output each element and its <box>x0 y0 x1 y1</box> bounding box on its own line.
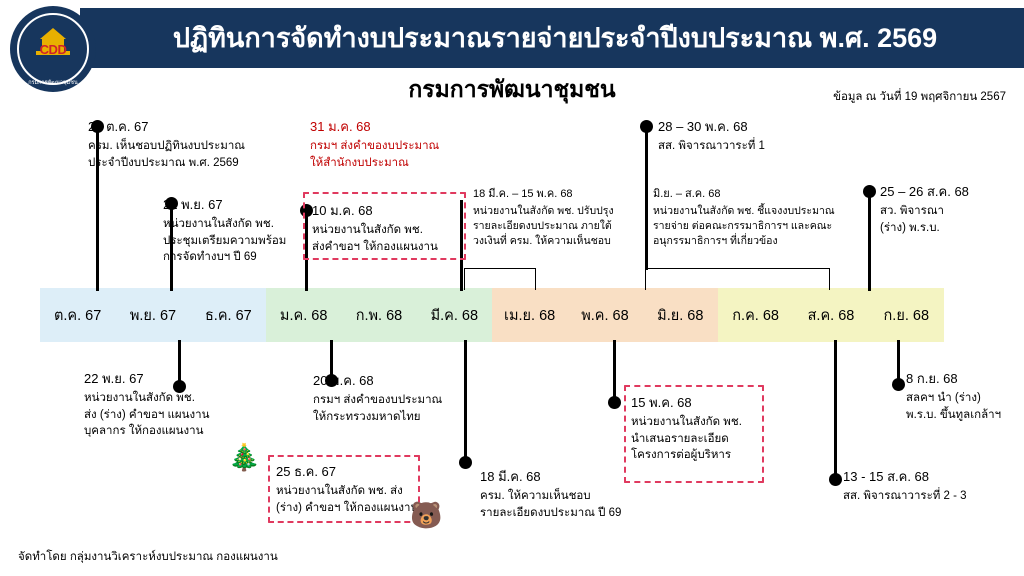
event-line: วงเงินที่ ครม. ให้ความเห็นชอบ <box>473 235 611 248</box>
event-note-jan-20 <box>313 372 442 425</box>
bear-icon: 🐻 <box>410 500 443 530</box>
page-title: ปฏิทินการจัดทำงบประมาณรายจ่ายประจำปีงบประมาณ พ.ศ. 2569 <box>172 23 938 53</box>
event-date: 18 มี.ค. – 15 พ.ค. 68 <box>473 188 573 200</box>
bracket-jun-aug <box>645 268 830 290</box>
event-date: 10 ม.ค. 68 <box>312 203 373 218</box>
leader-line <box>613 340 616 402</box>
event-date: 15 พ.ค. 68 <box>631 395 692 410</box>
month-cell: ธ.ค. 67 <box>191 288 266 342</box>
event-line: บุคลากร ให้กองแผนงาน <box>84 425 204 438</box>
event-line: หน่วยงานในสังกัด พช. <box>163 217 274 230</box>
event-line: หน่วยงานในสังกัด พช. <box>631 415 742 428</box>
event-note-jun-aug <box>653 187 835 250</box>
event-date: 22 พ.ย. 67 <box>84 371 144 386</box>
event-line: หน่วยงานในสังกัด พช. <box>84 391 195 404</box>
event-date: 28 – 30 พ.ค. 68 <box>658 119 748 134</box>
event-line: (ร่าง) พ.ร.บ. <box>880 221 940 234</box>
event-line: อนุกรรมาธิการฯ ที่เกี่ยวข้อง <box>653 235 778 248</box>
month-cell: ก.พ. 68 <box>341 288 416 342</box>
event-note-may-15 <box>631 394 742 464</box>
month-cell: เม.ย. 68 <box>492 288 567 342</box>
leader-line <box>868 193 871 291</box>
event-line: รายละเอียดงบประมาณ ภายใต้ <box>473 220 612 233</box>
event-date: 13 - 15 ส.ค. 68 <box>843 469 930 484</box>
event-line: หน่วยงานในสังกัด พช. ส่ง <box>276 484 403 497</box>
event-line: โครงการต่อผู้บริหาร <box>631 449 732 462</box>
event-line: ให้สำนักงบประมาณ <box>310 156 409 169</box>
event-line: สส. พิจารณาวาระที่ 2 - 3 <box>843 489 967 502</box>
event-date: 8 ก.ย. 68 <box>906 371 958 386</box>
event-date: 25 – 26 ส.ค. 68 <box>880 184 969 199</box>
event-dot <box>608 396 621 409</box>
timeline-bar <box>40 288 944 342</box>
event-line: การจัดทำงบฯ ปี 69 <box>163 251 257 264</box>
month-cell: ต.ค. 67 <box>40 288 115 342</box>
month-cell: พ.ย. 67 <box>115 288 190 342</box>
event-note-may-28-30 <box>658 118 765 155</box>
event-date: 25 ธ.ค. 67 <box>276 464 336 479</box>
event-dot <box>459 456 472 469</box>
month-cell: ม.ค. 68 <box>266 288 341 342</box>
event-date: มิ.ย. – ส.ค. 68 <box>653 188 721 200</box>
event-line: กรมฯ ส่งคำของบประมาณ <box>313 393 443 406</box>
event-date: 21 พ.ย. 67 <box>163 197 223 212</box>
logo-caption: กรมการพัฒนาชุมชน <box>28 80 78 86</box>
event-date: 31 ม.ค. 68 <box>310 119 371 134</box>
event-note-aug-25-26 <box>880 183 969 236</box>
event-line: สส. พิจารณาวาระที่ 1 <box>658 139 765 152</box>
leader-line <box>464 340 467 460</box>
month-cell: ส.ค. 68 <box>793 288 868 342</box>
month-cell: ก.ค. 68 <box>718 288 793 342</box>
month-cell: ก.ย. 68 <box>869 288 944 342</box>
logo-monogram: CDD <box>39 42 67 57</box>
month-cell: พ.ค. 68 <box>567 288 642 342</box>
event-line: ส่ง (ร่าง) คำขอฯ แผนงาน <box>84 408 210 421</box>
page-subtitle: กรมการพัฒนาชุมชน <box>408 76 616 102</box>
event-line: รายจ่าย ต่อคณะกรรมาธิการฯ และคณะ <box>653 220 833 233</box>
event-line: หน่วยงานในสังกัด พช. <box>312 223 423 236</box>
event-line: ครม. ให้ความเห็นชอบ <box>480 489 591 502</box>
event-line: ส่งคำขอฯ ให้กองแผนงาน <box>312 240 438 253</box>
event-note-jan-31 <box>310 118 439 171</box>
event-line: พ.ร.บ. ขึ้นทูลเกล้าฯ <box>906 408 1002 421</box>
event-date: 18 มี.ค. 68 <box>480 469 541 484</box>
event-line: นำเสนอรายละเอียด <box>631 432 729 445</box>
event-date: 22 ต.ค. 67 <box>88 119 149 134</box>
event-line: สว. พิจารณา <box>880 204 944 217</box>
leader-line <box>834 340 837 478</box>
event-note-aug-13-15 <box>843 468 967 505</box>
event-note-dec-25 <box>276 463 418 516</box>
event-line: ประชุมเตรียมความพร้อม <box>163 234 287 247</box>
event-dot <box>892 378 905 391</box>
event-line: หน่วยงานในสังกัด พช. ชี้แจงงบประมาณ <box>653 204 835 217</box>
event-note-sep-8 <box>906 370 1001 423</box>
event-line: รายละเอียดงบประมาณ ปี 69 <box>480 506 622 519</box>
event-dot <box>829 473 842 486</box>
event-note-nov-22 <box>84 370 209 440</box>
event-note-oct-22 <box>88 118 245 171</box>
event-line: ครม. เห็นชอบปฏิทินงบประมาณ <box>88 139 245 152</box>
month-cell: มี.ค. 68 <box>417 288 492 342</box>
event-line: หน่วยงานในสังกัด พช. ปรับปรุง <box>473 204 614 217</box>
event-note-nov-21 <box>163 196 286 266</box>
event-line: ให้กระทรวงมหาดไทย <box>313 410 421 423</box>
footer-credit: จัดทำโดย กลุ่มงานวิเคราะห์งบประมาณ กองแผนงาน <box>18 551 278 563</box>
event-dot <box>640 120 653 133</box>
event-line: ประจำปีงบประมาณ พ.ศ. 2569 <box>88 156 239 169</box>
event-date: 20 ม.ค. 68 <box>313 373 374 388</box>
month-cell: มิ.ย. 68 <box>643 288 718 342</box>
wreath-icon: 🎄 <box>228 442 261 472</box>
bracket-mar-may <box>464 268 536 290</box>
event-line: กรมฯ ส่งคำของบประมาณ <box>310 139 440 152</box>
event-note-mar-18 <box>480 468 621 521</box>
leader-line <box>645 128 648 270</box>
event-dot <box>863 185 876 198</box>
event-line: (ร่าง) คำขอฯ ให้กองแผนงาน <box>276 501 419 514</box>
event-note-mar-may <box>473 187 614 250</box>
as-of-date: ข้อมูล ณ วันที่ 19 พฤศจิกายน 2567 <box>833 91 1006 103</box>
event-line: สลคฯ นำ (ร่าง) <box>906 391 981 404</box>
event-note-jan-10 <box>312 202 438 255</box>
